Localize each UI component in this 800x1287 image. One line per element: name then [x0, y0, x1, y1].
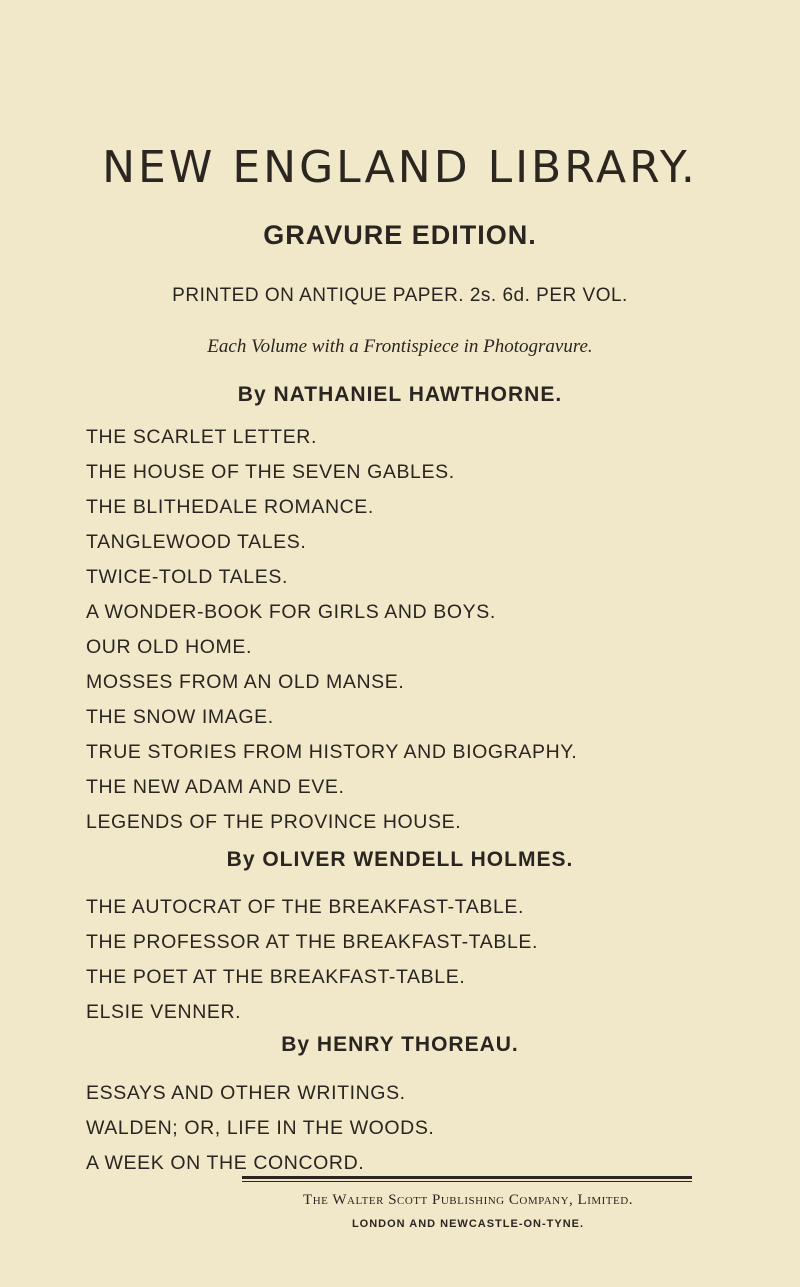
- book-title: OUR OLD HOME.: [86, 636, 252, 658]
- footer-rule-thin: [242, 1181, 692, 1182]
- book-list-holmes: [86, 890, 538, 1030]
- author-heading-thoreau: By HENRY THOREAU.: [281, 1033, 519, 1056]
- book-title: THE HOUSE OF THE SEVEN GABLES.: [86, 461, 455, 483]
- book-title: TWICE-TOLD TALES.: [86, 566, 288, 588]
- book-title: THE PROFESSOR AT THE BREAKFAST-TABLE.: [86, 931, 539, 953]
- footer-rule: [242, 1176, 692, 1179]
- publisher-place: LONDON AND NEWCASTLE-ON-TYNE.: [351, 1218, 585, 1230]
- frontispiece-note: Each Volume with a Frontispiece in Photogravure.: [207, 336, 593, 357]
- page-title: NEW ENGLAND LIBRARY.: [102, 142, 698, 193]
- book-title: ELSIE VENNER.: [86, 1001, 242, 1023]
- edition-subtitle: GRAVURE EDITION.: [263, 220, 537, 250]
- book-title: LEGENDS OF THE PROVINCE HOUSE.: [86, 811, 462, 833]
- book-list-thoreau: [86, 1076, 434, 1181]
- book-title: ESSAYS AND OTHER WRITINGS.: [86, 1082, 406, 1104]
- book-title: THE AUTOCRAT OF THE BREAKFAST-TABLE.: [86, 896, 525, 918]
- book-title: THE POET AT THE BREAKFAST-TABLE.: [86, 966, 466, 988]
- book-list-hawthorne: [86, 420, 577, 840]
- author-heading-hawthorne: By NATHANIEL HAWTHORNE.: [237, 383, 563, 406]
- book-title: WALDEN; OR, LIFE IN THE WOODS.: [86, 1117, 435, 1139]
- book-title: THE SNOW IMAGE.: [86, 706, 274, 728]
- author-heading-holmes: By OLIVER WENDELL HOLMES.: [226, 848, 574, 871]
- book-title: TANGLEWOOD TALES.: [86, 531, 307, 553]
- book-title: MOSSES FROM AN OLD MANSE.: [86, 671, 405, 693]
- publisher-name: The Walter Scott Publishing Company, Limited.: [303, 1192, 633, 1208]
- book-title: A WEEK ON THE CONCORD.: [86, 1152, 365, 1174]
- book-title: A WONDER-BOOK FOR GIRLS AND BOYS.: [86, 601, 496, 623]
- book-title: THE BLITHEDALE ROMANCE.: [86, 496, 374, 518]
- price-line: PRINTED ON ANTIQUE PAPER. 2s. 6d. PER VOL.: [172, 285, 628, 306]
- book-title: THE NEW ADAM AND EVE.: [86, 776, 345, 798]
- book-title: TRUE STORIES FROM HISTORY AND BIOGRAPHY.: [86, 741, 578, 763]
- book-title: THE SCARLET LETTER.: [86, 426, 318, 448]
